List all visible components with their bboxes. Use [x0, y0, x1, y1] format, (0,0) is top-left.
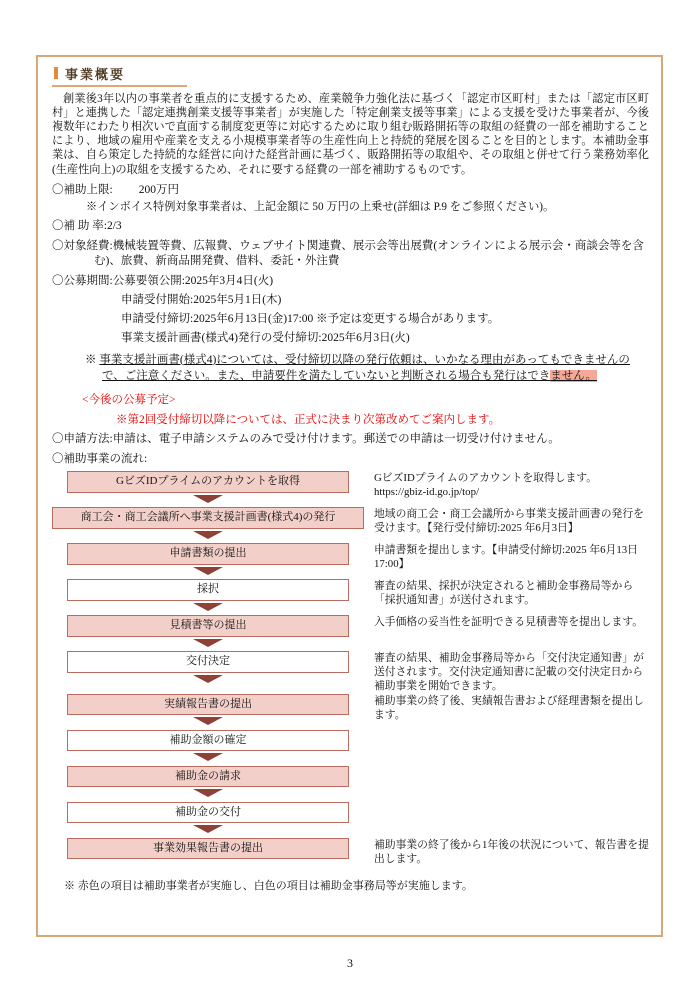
flow-box-submit-documents: 申請書類の提出: [67, 543, 349, 565]
down-arrow-icon: [193, 753, 223, 761]
future-schedule-title: <今後の公募予定>: [82, 394, 176, 407]
warning-asterisk: ※: [85, 353, 100, 366]
flow-step-cell-5: [52, 651, 364, 693]
title-accent-bar-icon: [54, 67, 58, 79]
down-arrow-icon: [193, 567, 223, 575]
subsidy-flowchart: [52, 471, 649, 873]
subsidy-limit-label: 〇補助上限:: [52, 183, 113, 196]
down-arrow-icon: [193, 603, 223, 611]
flow-step-cell-8: [52, 766, 364, 802]
subsidy-rate-line: 〇補 助 率:2/3: [52, 220, 122, 233]
flow-note-3: 審査の結果、採択が決定されると補助金事務局等から「採択通知書」が送付されます。: [374, 580, 634, 607]
page-number: 3: [347, 956, 353, 970]
flow-note-0-text: GビズIDプライムのアカウントを取得します。: [374, 472, 598, 485]
flow-box-form4-issue: 商工会・商工会議所へ事業支援計画書(様式4)の発行: [52, 507, 364, 529]
flow-step-cell-3: [52, 579, 364, 615]
flow-note-2: 申請書類を提出します。【申請受付締切:2025 年6月13日 17:00】: [374, 544, 638, 571]
period-deadline-line: 申請受付締切:2025年6月13日(金)17:00 ※予定は変更する場合があります。: [121, 312, 500, 325]
overview-paragraph: 創業後3年以内の事業者を重点的に支援するため、産業競争力強化法に基づく「認定市区町村」または「認定市区町村」と連携した「認定連携創業支援等事業者」が実施した「特定創業支援等事業」による支援を受けた事業者が、今後複数年にわたり相次いで直面する制度変更等に対応するために取り組む販路開拓等の取組の経費の一部を補助することにより、地域の雇用や産業を支える小規模事業者等の生産性向上と持続的発展を図ることを目的とします。本補助金事業は、自ら策定した持続的な経営に向けた経営計画に基づく、販路開拓等の取組や、その取組と併せて行う業務効率化(生産性向上)の取組を支援するため、それに要する経費の一部を補助するものです。: [52, 93, 649, 176]
flow-step-cell-7: [52, 730, 364, 766]
flow-note-6: 補助事業の終了後、実績報告書および経理書類を提出します。: [374, 694, 644, 721]
flow-step-cell-4: [52, 615, 364, 651]
flow-step-cell-10: [52, 838, 364, 874]
flow-box-results-report: 実績報告書の提出: [67, 694, 349, 716]
flow-box-amount-fixed: 補助金額の確定: [67, 730, 349, 752]
warning-highlighted-text: ません。: [550, 370, 597, 383]
flow-note-0: [374, 471, 649, 507]
down-arrow-icon: [193, 825, 223, 833]
down-arrow-icon: [193, 789, 223, 797]
flow-section-label: 〇補助事業の流れ:: [52, 453, 148, 466]
down-arrow-icon: [193, 717, 223, 725]
subsidy-limit-line: [52, 183, 649, 198]
flow-step-cell-1: [52, 507, 364, 543]
down-arrow-icon: [193, 675, 223, 683]
flow-note-4: 入手価格の妥当性を証明できる見積書等を提出します。: [374, 616, 644, 629]
flow-box-submit-quotes: 見積書等の提出: [67, 615, 349, 637]
flow-note-7: [374, 730, 649, 766]
flowchart-color-legend: ※ 赤色の項目は補助事業者が実施し、白色の項目は補助金事務局等が実施します。: [64, 879, 473, 892]
subsidy-limit-value: 200万円: [138, 183, 179, 196]
future-schedule-note: ※第2回受付締切以降については、正式に決まり次第改めてご案内します。: [116, 414, 501, 427]
form4-warning-note: [52, 352, 649, 385]
section-title: [52, 64, 187, 87]
application-period-line: 〇公募期間:公募要領公開:2025年3月4日(火): [52, 274, 274, 287]
gbiz-url-link[interactable]: https://gbiz-id.go.jp/top/: [374, 486, 479, 499]
flow-note-10: 補助事業の終了後から1年後の状況について、報告書を提出します。: [374, 838, 649, 865]
down-arrow-icon: [193, 639, 223, 647]
period-start-line: 申請受付開始:2025年5月1日(木): [121, 293, 282, 306]
form4-deadline-line: 事業支援計画書(様式4)発行の受付締切:2025年6月3日(火): [121, 331, 410, 344]
flow-note-5: 審査の結果、補助金事務局等から「交付決定通知書」が送付されます。交付決定通知書に記載の交付決定日から補助事業を開始できます。: [374, 652, 644, 692]
flow-box-effect-report: 事業効果報告書の提出: [67, 838, 349, 860]
flow-note-8: [374, 766, 649, 802]
flow-box-adoption: 採択: [67, 579, 349, 601]
flow-step-cell-6: [52, 694, 364, 730]
flow-step-cell-0: [52, 471, 364, 507]
warning-underlined-text: 事業支援計画書(様式4)については、受付締切以降の発行依頼は、いかなる理由があってもできませんので、ご注意ください。また、申請要件を満たしていないと判断される場合も発行はでき: [99, 353, 630, 383]
application-method-line: 〇申請方法:申請は、電子申請システムのみで受け付けます。郵送での申請は一切受け付けません。: [52, 433, 560, 446]
invoice-exception-note: ※インボイス特例対象事業者は、上記金額に 50 万円の上乗せ(詳細は P.9 をご参照ください)。: [86, 200, 555, 213]
content-frame: [36, 55, 663, 937]
down-arrow-icon: [193, 495, 223, 503]
flow-note-1: 地域の商工会・商工会議所から事業支援計画書の発行を受けます。【発行受付締切:2025 年6月3日】: [374, 508, 644, 535]
flow-box-payment: 補助金の交付: [67, 802, 349, 824]
section-title-text: 事業概要: [65, 67, 126, 82]
down-arrow-icon: [193, 531, 223, 539]
flow-step-cell-2: [52, 543, 364, 579]
flow-step-cell-9: [52, 802, 364, 838]
flow-box-grant-decision: 交付決定: [67, 651, 349, 673]
flow-note-9: [374, 802, 649, 838]
flow-box-gbiz-account: GビズIDプライムのアカウントを取得: [67, 471, 349, 493]
eligible-expenses-line: 〇対象経費:機械装置等費、広報費、ウェブサイト関連費、展示会等出展費(オンラインによる展示会・商談会等を含む)、旅費、新商品開発費、借料、委託・外注費: [52, 240, 644, 268]
flow-box-claim: 補助金の請求: [67, 766, 349, 788]
